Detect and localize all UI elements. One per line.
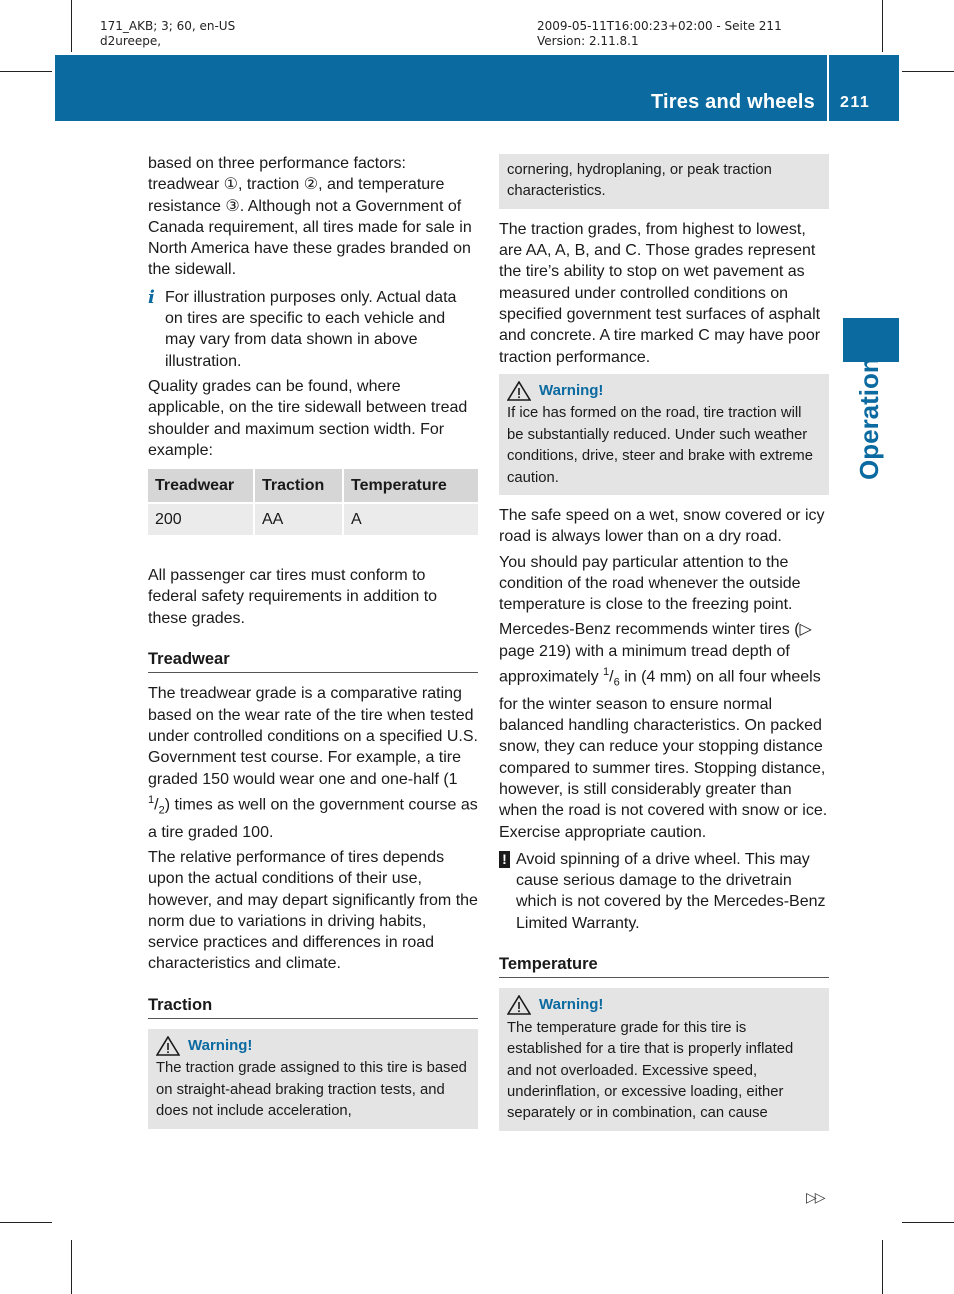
intro-paragraph: based on three performance factors: treadwear ①, traction ②, and temperature resistance ③. Although not a Government of Canada requirement, all tires made for sale in North America have these grades branded on the sidewall. — [148, 155, 472, 279]
crop-mark — [902, 71, 954, 72]
warning-text: If ice has formed on the road, tire traction will be substantially reduced. Under such weather conditions, drive, steer and brake with extreme caution. — [507, 405, 813, 486]
header-divider — [827, 55, 829, 121]
table-cell: A — [343, 503, 478, 535]
traction-heading: Traction — [148, 995, 478, 1019]
table-row — [148, 503, 478, 535]
fraction-denominator: 2 — [158, 804, 165, 817]
warning-label: Warning! — [539, 996, 604, 1014]
warning-title — [507, 380, 821, 401]
treadwear-text: ) times as well on the government course as a tire graded 100. — [148, 796, 478, 841]
conform-paragraph: All passenger car tires must conform to federal safety requirements in addition to these grades. — [148, 567, 438, 627]
treadwear-text: The treadwear grade is a comparative rating based on the wear rate of the tire when tested under controlled conditions on a specified U.S. Government test course. For example, a tire graded 150 would wear one and one-half (1 — [148, 685, 478, 788]
treadwear-paragraph: The treadwear grade is a comparative rating based on the wear rate of the tire when tested under controlled conditions on a specified U.S. Government test course. For example, a tire graded 150 would wear one and one-half (1 $^1/_2$) times as well on the government course as a tire graded 100. — [148, 685, 478, 841]
winter-text: Mercedes-Benz recommends winter tires (▷ page 219) with a minimum tread depth of approximately — [499, 621, 812, 686]
temperature-warning-box — [499, 988, 829, 1130]
print-meta-line: Version: 2.11.8.1 — [537, 34, 639, 48]
crop-mark — [71, 0, 72, 52]
winter-tires-paragraph: Mercedes-Benz recommends winter tires (▷ page 219) with a minimum tread depth of approximately $^1/_6$ in (4 mm) on all four wheels for the winter season to ensure normal balanced handling characteristics. On packed snow, they can reduce your stopping distance compared to summer tires. Stopping distance, however, is still considerably greater than when the road is not covered with snow or ice. Exercise appropriate caution. — [499, 621, 828, 841]
exclamation-icon: ! — [499, 851, 510, 868]
fraction-numerator: 1 — [603, 666, 610, 678]
warning-label: Warning! — [539, 381, 604, 399]
traction-grades-paragraph: The traction grades, from highest to lowest, are AA, A, B, and C. Those grades represent the tire’s ability to stop on wet pavement as measured under controlled conditions on specified government test surfaces of asphalt and concrete. A tire marked C may have poor traction performance. — [499, 220, 821, 366]
temperature-heading: Temperature — [499, 954, 829, 978]
print-meta-line: 171_AKB; 3; 60, en-US — [100, 19, 236, 33]
warning-triangle-icon — [507, 995, 531, 1015]
warning-label: Warning! — [188, 1037, 253, 1055]
table-header: Treadwear — [148, 469, 254, 503]
print-meta-left — [100, 19, 235, 49]
fraction-numerator: 1 — [148, 793, 155, 806]
warning-triangle-icon — [156, 1036, 180, 1056]
quality-paragraph: Quality grades can be found, where applicable, on the tire sidewall between tread shoulder and maximum section width. For example: — [148, 377, 468, 459]
chapter-label: Operation — [854, 357, 884, 480]
grades-table — [148, 469, 478, 535]
winter-text: in (4 mm) on all four wheels for the winter season to ensure normal balanced handling characteristics. On packed snow, they can reduce your stopping distance compared to summer tires. Stopping distance, however, is still considerably greater than when the road is not covered with snow or ice. Exercise appropriate caution. — [499, 668, 828, 841]
crop-mark — [71, 1240, 72, 1294]
header-band — [55, 55, 899, 121]
crop-mark — [882, 1240, 883, 1294]
print-meta-line: 2009-05-11T16:00:23+02:00 - Seite 211 — [537, 19, 782, 33]
print-meta-line: d2ureepe, — [100, 34, 162, 48]
table-cell: 200 — [148, 503, 254, 535]
warning-text: The traction grade assigned to this tire is based on straight-ahead braking traction tests, and does not include acceleration, — [156, 1060, 467, 1120]
chapter-tab — [843, 318, 899, 362]
crop-mark — [0, 1222, 52, 1223]
table-header: Temperature — [343, 469, 478, 503]
warning-title — [156, 1035, 470, 1056]
warning-text: cornering, hydroplaning, or peak traction characteristics. — [507, 162, 772, 200]
traction-warning-box — [148, 1029, 478, 1129]
table-cell: AA — [254, 503, 343, 535]
warning-continued-box — [499, 154, 829, 209]
ice-warning-box — [499, 374, 829, 495]
safe-speed-paragraph: The safe speed on a wet, snow covered or icy road is always lower than on a dry road. — [499, 506, 825, 546]
warning-triangle-icon — [507, 381, 531, 401]
caution-note-text: Avoid spinning of a drive wheel. This may cause serious damage to the drivetrain which is not covered by the Mercedes-Benz Limited Warranty. — [516, 850, 826, 932]
section-title: Tires and wheels — [650, 91, 815, 113]
warning-title — [507, 994, 821, 1015]
right-column — [499, 154, 829, 1141]
table-header: Traction — [254, 469, 343, 503]
print-meta-right — [537, 19, 782, 49]
info-icon: i — [148, 286, 155, 308]
info-note — [148, 287, 478, 372]
crop-mark — [0, 71, 52, 72]
caution-note — [499, 849, 829, 934]
left-column — [148, 153, 478, 1139]
fraction-denominator: 6 — [613, 676, 620, 689]
performance-paragraph: The relative performance of tires depends upon the actual conditions of their use, however, and may depart significantly from the norm due to variations in driving habits, service practices and differences in road characteristics and climate. — [148, 848, 478, 973]
treadwear-heading: Treadwear — [148, 649, 478, 673]
attention-paragraph: You should pay particular attention to the condition of the road whenever the outside temperature is close to the freezing point. — [499, 553, 801, 614]
crop-mark — [882, 0, 883, 52]
crop-mark — [902, 1222, 954, 1223]
page-number: 211 — [840, 94, 871, 111]
continue-arrows-icon: ▷▷ — [806, 1190, 824, 1206]
info-note-text: For illustration purposes only. Actual data on tires are specific to each vehicle and may vary from data shown in above illustration. — [165, 288, 457, 370]
warning-text: The temperature grade for this tire is established for a tire that is properly inflated and not overloaded. Excessive speed, underinflation, or excessive loading, either separately or in combination, can cause — [507, 1019, 794, 1122]
